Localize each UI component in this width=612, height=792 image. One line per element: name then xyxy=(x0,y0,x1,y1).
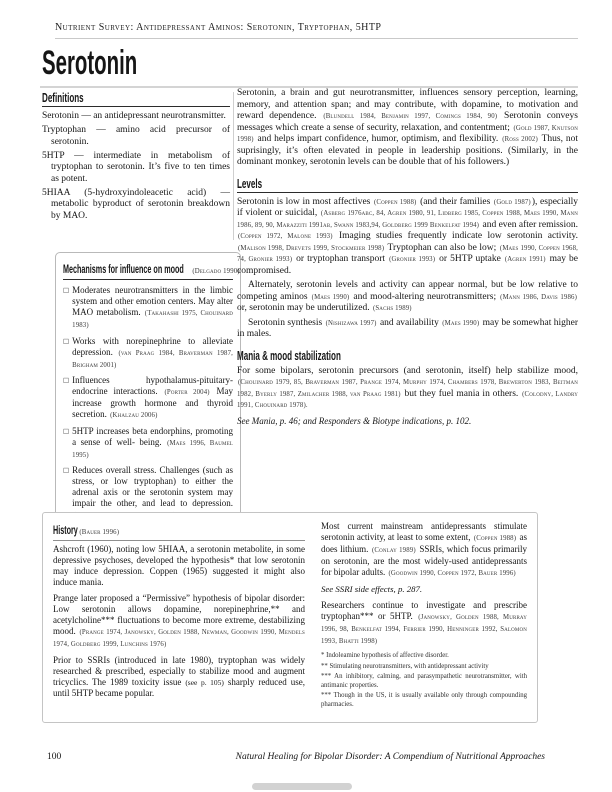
intro-paragraph xyxy=(237,88,578,169)
text-segment: Serotonin, a brain and gut neurotransmitter, influences sensory perception, learning, memory, and attention span; and may contribute, with dopamine, to motivation and reward dependence. xyxy=(237,88,578,121)
levels-paragraph-3 xyxy=(237,318,578,341)
text-segment: Works with norepinephrine to alleviate depression. xyxy=(72,335,233,357)
page-footer xyxy=(47,752,545,762)
text-segment: Reduces overall stress. Challenges (such as stress, or low tryptophan) to either the adrenal axis or the serotonin system may impair the other, and lead to depression. xyxy=(72,465,233,508)
mania-heading-wrap xyxy=(237,348,578,364)
definition-item-5hiaa: 5HIAA (5-hydroxyindoleacetic acid) — metabolic byproduct of serotonin breakdown by MAO. xyxy=(42,187,230,221)
mechanism-item xyxy=(63,285,233,331)
square-bullet-icon: □ xyxy=(63,336,70,345)
footnotes xyxy=(321,652,527,710)
text-segment: Influences hypothalamus-pituitary-endocrine interactions. xyxy=(72,375,233,396)
inline-citation: (Mann 1986, Davis 1986) xyxy=(500,293,577,301)
definitions-heading: Definitions xyxy=(42,90,84,105)
inline-citation: (Coppen 1988) xyxy=(374,198,417,206)
text-segment: ), especially if violent or suicidal, xyxy=(237,196,579,218)
page-title-wrap xyxy=(42,44,201,84)
history-right-column xyxy=(321,521,527,712)
book-title: Natural Healing for Bipolar Disorder: A Compendium of Nutritional Approaches xyxy=(235,752,545,762)
mechanism-item xyxy=(63,426,233,461)
mania-heading: Mania & mood stabilization xyxy=(237,347,341,363)
text-segment: Tryptophan can also be low; xyxy=(385,242,499,253)
text-segment: 5HTP increases beta endorphins, promoting a sense of well- being. xyxy=(72,425,233,447)
inline-citation: (Prange 1974, Janowsky, Golden 1988, Newman, Goodwin 1990, Mendels 1974, Goldberg 1999, Lunchins 1976) xyxy=(53,629,305,648)
mechanism-item xyxy=(63,375,233,421)
text-segment: and even after remission. xyxy=(480,219,579,230)
inline-citation: (Chouinard 1979, 85, Braverman 1987, Prange 1974, Murphy 1974, Chambers 1978, Brewerton 1983, Beitman 1982, Byerly 1987, Zmilacher 1988, van Praag 1981) xyxy=(237,379,578,398)
history-heading: History xyxy=(53,523,78,537)
inline-citation: (Janowsky, Golden 1988, Murray 1996, 98, Benkelfat 1994, Ferrier 1990, Henninger 1992, Salomon 1993, Bhatti 1998) xyxy=(321,614,527,645)
text-segment: or, serotonin may be underutilized. xyxy=(237,303,372,313)
inline-citation: (Asberg 1976abc, 84, Agren 1980, 91, Lidberg 1985, Coppen 1988, Maes 1990, Mann 1986, 89, 90, Marazziti 1991ab, Swann 1983,94, Goldberg 1999 Benkelfat 1994) xyxy=(237,210,578,229)
page-title: Serotonin xyxy=(42,44,138,82)
square-bullet-icon: □ xyxy=(63,426,70,435)
text-segment: May increase growth hormone and thyroid secretion. xyxy=(72,386,234,419)
mechanisms-heading: Mechanisms for influence on mood xyxy=(63,262,184,276)
square-bullet-icon: □ xyxy=(63,466,70,474)
square-bullet-icon: □ xyxy=(63,286,70,294)
text-segment: sharply reduced use, until 5HTP became popular. xyxy=(53,677,305,698)
definition-item-5htp: 5HTP — intermediate in metabolism of tryptophan to serotonin. It’s five to ten times as potent. xyxy=(42,150,230,184)
text-segment: Serotonin synthesis xyxy=(248,317,325,328)
inline-citation: (Maes 1996, Baumel 1995) xyxy=(72,439,233,459)
inline-citation: (Malison 1998, Drevets 1999, Stockmeier 1998) xyxy=(238,244,385,252)
mechanisms-heading-citation: (Delgado 1990) xyxy=(192,268,240,275)
inline-citation: (Takahashi 1975, Chouinard 1983) xyxy=(72,310,233,329)
inline-citation: (Coppen 1972, Malone 1993) xyxy=(238,233,333,240)
history-see-also: See SSRI side effects, p. 287. xyxy=(321,584,423,594)
text-segment: (see p. 105) xyxy=(185,678,224,687)
text-segment: Imaging studies frequently indicate low serotonin activity. xyxy=(333,231,578,241)
inline-citation: (Agren 1991) xyxy=(504,256,546,263)
history-paragraph-researchers xyxy=(321,600,527,647)
levels-heading: Levels xyxy=(237,175,263,191)
inline-citation: (Maes 1990) xyxy=(311,293,350,301)
text-segment: Prange later proposed a “Permissive” hypothesis of bipolar disorder: Low serotonin allows dopamine, norepinephrine,** and acetylcholine*** fluctuations to become more extreme, destabilizing mood. xyxy=(53,593,305,636)
history-paragraph-antidepressants xyxy=(321,521,527,579)
history-heading-citation: (Bauer 1996) xyxy=(79,529,120,536)
text-segment: as does lithium. xyxy=(321,532,527,554)
inline-citation: (Gronier 1993) xyxy=(389,256,436,263)
inline-citation: (Porter 2004) xyxy=(164,389,210,396)
mechanisms-box xyxy=(55,252,241,530)
footnote-1: * Indoleamine hypothesis of affective disorder. xyxy=(321,652,449,659)
mechanism-item xyxy=(63,336,233,371)
column-divider xyxy=(233,92,234,240)
inline-citation: (Colodny, Landry 1991, Chouinard 1978). xyxy=(237,390,578,409)
main-column xyxy=(237,88,578,427)
text-segment: or tryptophan transport xyxy=(293,254,389,264)
text-segment: and helps impart confidence, humor, optimism, and flexibility. xyxy=(254,134,502,144)
inline-citation: (Nishizawa 1997) xyxy=(325,319,377,327)
inline-citation: (Goodwin 1990, Coppen 1972, Bauer 1996) xyxy=(388,570,516,577)
text-segment: Alternately, serotonin levels and activity can appear normal, but be low relative to competing aminos xyxy=(237,280,578,302)
mania-see-also: See Mania, p. 46; and Responders & Biotype indications, p. 102. xyxy=(237,415,472,426)
text-segment: (and their families xyxy=(417,196,493,207)
history-paragraph-ssri xyxy=(53,655,305,699)
inline-citation: (Blundell 1984, Benjamin 1997, Comings 1984, 90) xyxy=(323,113,498,120)
levels-paragraph-1 xyxy=(237,197,578,278)
inline-citation: (Maes 1990, Coppen 1968, 74, Gronier 1993) xyxy=(237,244,578,263)
mechanism-item-text xyxy=(72,426,233,461)
viewer-scrollbar-thumb[interactable] xyxy=(252,783,352,790)
mechanisms-heading-rule xyxy=(63,260,240,280)
inline-citation: (Gold 1987, Knutson 1998) xyxy=(237,124,578,143)
inline-citation: (Conlay 1989) xyxy=(372,547,416,554)
footnote-2: ** Stimulating neurotransmitters, with antidepressant activity xyxy=(321,662,489,670)
history-left-column xyxy=(53,521,305,712)
mechanism-item-text xyxy=(72,336,233,371)
history-heading-rule xyxy=(53,521,305,541)
text-segment: Moderates neurotransmitters in the limbic system and other emotion centers. May alter MAO metabolism. xyxy=(72,285,233,317)
definition-item-serotonin: Serotonin — an antidepressant neurotransmitter. xyxy=(42,111,226,121)
text-segment: Researchers continue to investigate and prescribe tryptophan*** or 5HTP. xyxy=(321,600,527,621)
inline-citation: (Khalzau 2006) xyxy=(110,412,158,419)
text-segment: and availability xyxy=(377,317,442,328)
text-segment: Serotonin conveys messages which create a sense of security, relaxation, and contentment; xyxy=(237,111,578,133)
text-segment: Ashcroft (1960), noting low 5HIAA, a serotonin metabolite, in some depressive psychoses, developed the hypothesis* that low serotonin may induce depression. Coppen (1965) suggested it might also induce mania. xyxy=(53,544,305,587)
inline-citation: (Sachs 1989) xyxy=(372,305,412,312)
definitions-section xyxy=(42,90,230,225)
text-segment: SSRIs, which focus primarily on serotonin, are the most widely-used antidepressants for bipolar adults. xyxy=(321,544,528,577)
running-header-rule xyxy=(55,38,578,39)
text-segment: may be somewhat higher in males. xyxy=(237,317,579,339)
footnote-4: *** Though in the US, it is usually available only through compounding pharmacies. xyxy=(321,692,527,708)
text-segment: may be compromised. xyxy=(237,254,578,276)
levels-heading-rule xyxy=(237,176,578,193)
definition-item-tryptophan: Tryptophan — amino acid precursor of serotonin. xyxy=(42,125,230,147)
text-segment: but they fuel mania in others. xyxy=(401,388,522,399)
text-segment: Most current mainstream antidepressants stimulate serotonin activity, at least to some extent, xyxy=(321,521,527,542)
footnote-3: *** An inhibitory, calming, and parasympathetic neurotransmitter, with antimanic properties. xyxy=(321,673,527,689)
history-paragraph-prange xyxy=(53,593,305,650)
text-segment: Thus, not suprisingly, it’s often elevated in people in leadership positions. (Similarly, in the dominant monkey, serotonin levels can be double that of his followers.) xyxy=(237,134,578,167)
history-paragraph-ashcroft xyxy=(53,544,305,588)
mechanism-item-text xyxy=(72,285,233,331)
text-segment: or 5HTP uptake xyxy=(436,254,504,264)
text-segment: and mood-altering neurotransmitters; xyxy=(350,291,500,302)
definitions-heading-rule xyxy=(42,90,230,107)
text-segment: For some bipolars, serotonin precursors (and serotonin, itself) help stabilize mood, xyxy=(237,365,578,376)
mania-paragraph xyxy=(237,366,578,412)
history-box xyxy=(42,512,538,723)
square-bullet-icon: □ xyxy=(63,376,70,384)
running-header: Nutrient Survey: Antidepressant Aminos: Serotonin, Tryptophan, 5HTP xyxy=(55,22,382,33)
inline-citation: (van Praag 1984, Braverman 1987, Brigham 2001) xyxy=(72,349,233,369)
text-segment: Serotonin is low in most affectives xyxy=(237,196,374,207)
inline-citation: (Gold 1987) xyxy=(493,198,531,206)
inline-citation: (Ross 2002) xyxy=(502,136,538,143)
text-segment: Prior to SSRIs (introduced in late 1980), tryptophan was widely researched & prescribed, especially to stabilize mood and augment tricyclics. The 1989 toxicity issue xyxy=(53,655,305,687)
levels-paragraph-2 xyxy=(237,280,578,315)
mechanism-item-text xyxy=(72,375,233,421)
inline-citation: (Maes 1990) xyxy=(442,319,480,327)
page-number: 100 xyxy=(47,752,62,762)
inline-citation: (Coppen 1988) xyxy=(473,535,517,542)
